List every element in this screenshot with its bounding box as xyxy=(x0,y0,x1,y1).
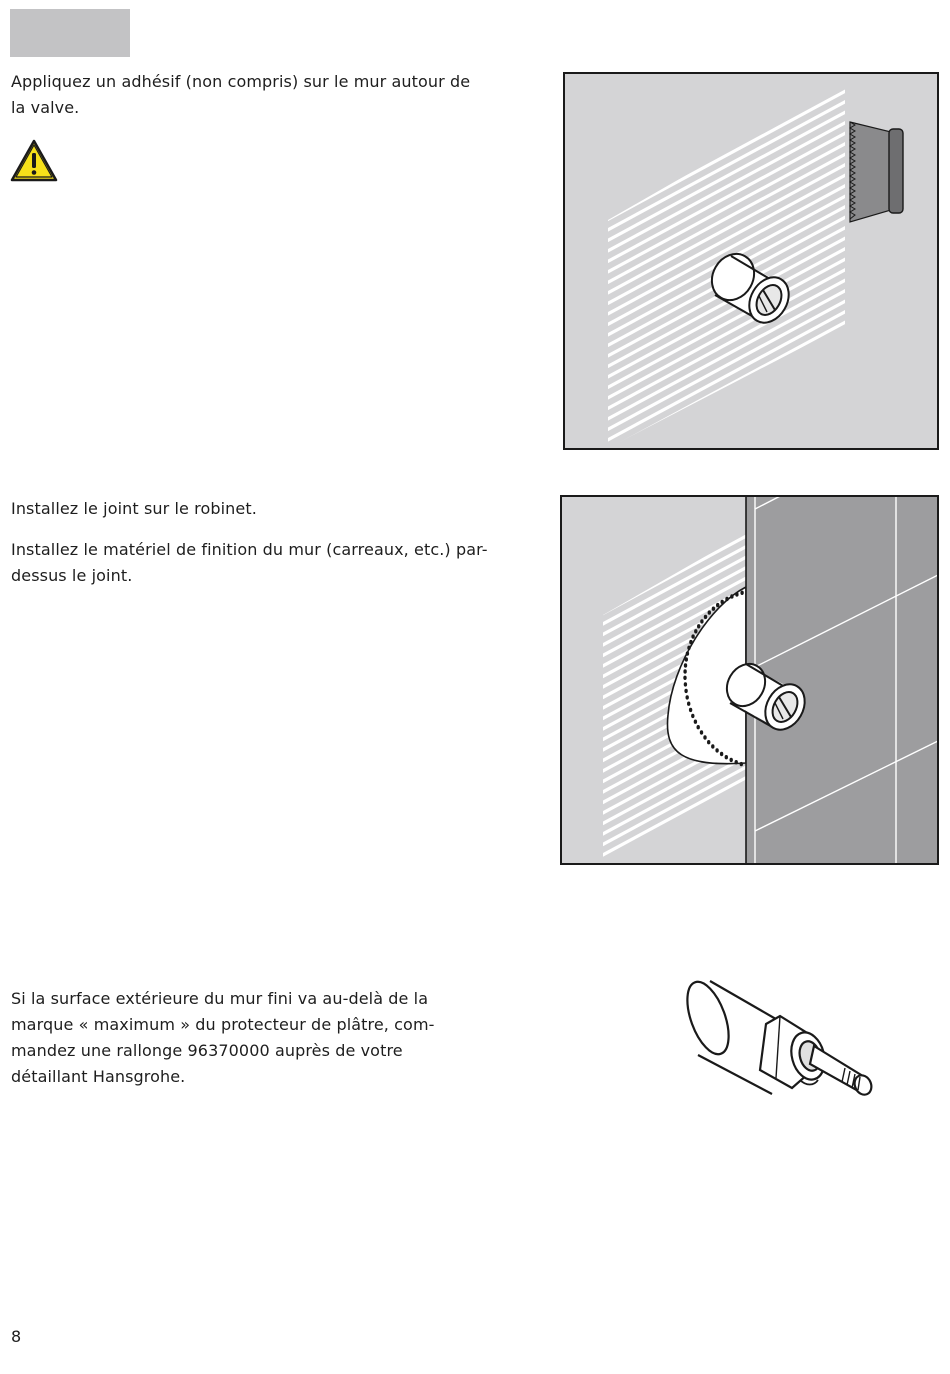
seal-and-tiles-illustration xyxy=(560,495,939,865)
step-1-line-2: la valve. xyxy=(11,98,80,117)
adhesive-illustration xyxy=(563,72,939,450)
step-3-text xyxy=(11,986,435,1090)
cartridge-icon xyxy=(680,976,874,1097)
step-2-text xyxy=(11,496,488,589)
step-1-text xyxy=(11,69,470,121)
step-2-line-2: Installez le matériel de finition du mur (carreaux, etc.) par- xyxy=(11,540,488,559)
step-1-line-1: Appliquez un adhésif (non compris) sur le mur autour de xyxy=(11,72,471,91)
notched-trowel-icon xyxy=(850,122,903,222)
page-number: 8 xyxy=(11,1327,22,1346)
step-2-line-3: dessus le joint. xyxy=(11,566,133,585)
step-3-line-1: Si la surface extérieure du mur fini va au-delà de la xyxy=(11,989,429,1008)
extension-cartridge-illustration xyxy=(680,970,890,1110)
step-2-line-1: Installez le joint sur le robinet. xyxy=(11,499,257,518)
step-3-line-3: mandez une rallonge 96370000 auprès de votre xyxy=(11,1041,403,1060)
step-3-line-4: détaillant Hansgrohe. xyxy=(11,1067,186,1086)
step-3-line-2: marque « maximum » du protecteur de plâtre, com- xyxy=(11,1015,435,1034)
warning-triangle-icon xyxy=(10,139,58,183)
section-tab xyxy=(10,9,130,57)
